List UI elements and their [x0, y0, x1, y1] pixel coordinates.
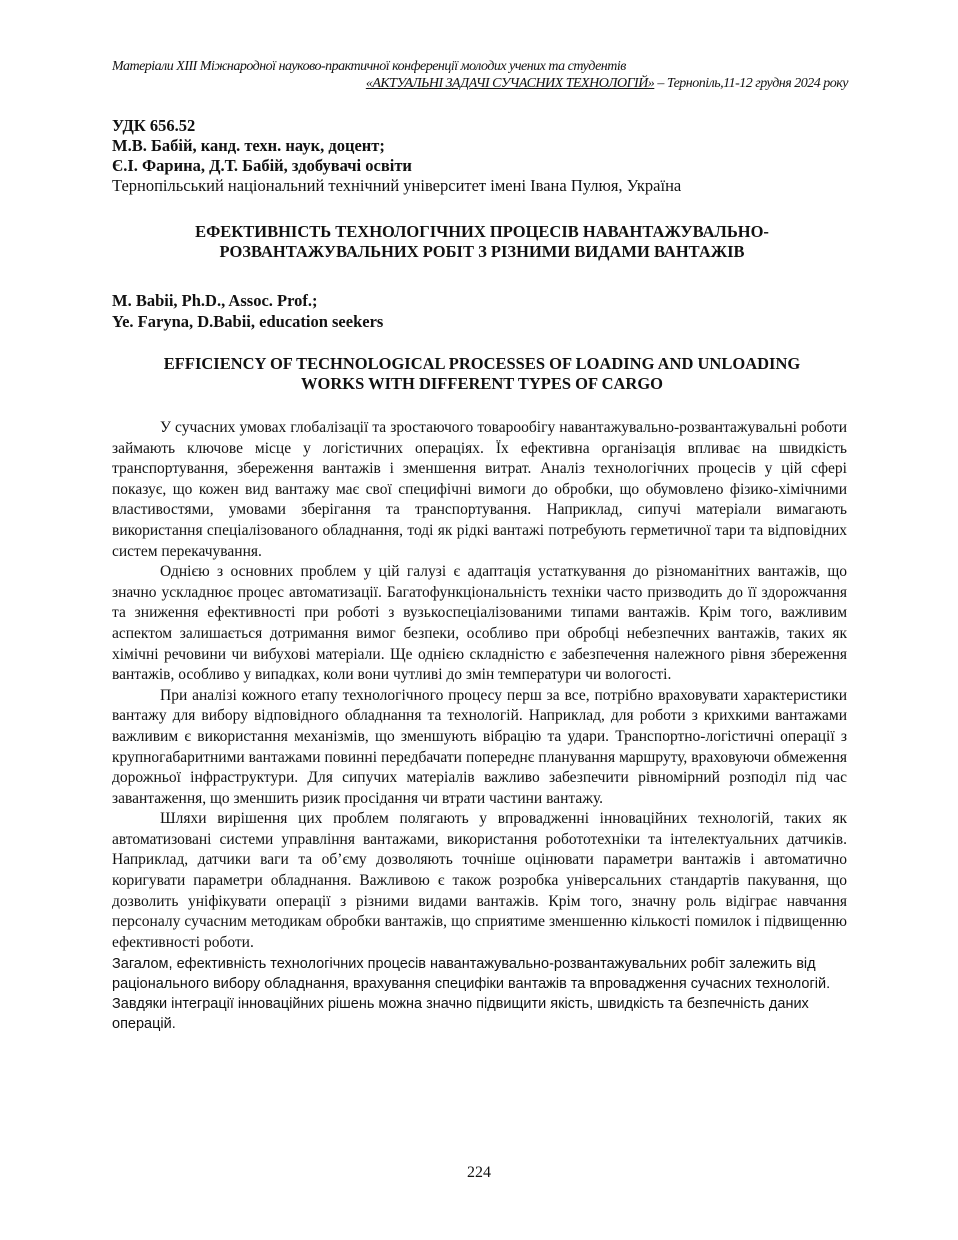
- header-line-1: Матеріали XIII Міжнародної науково-практичної конференції молодих учених та студентів: [112, 59, 626, 74]
- paragraph-3: При аналізі кожного етапу технологічного процесу перш за все, потрібно враховувати характеристики вантажу для вибору відповідного обладнання та технологій. Наприклад, для роботи з крихкими вантажами важливим є використання механізмів, що зменшують вібрацію та удари. Транспортно-логістичні операції з крупногабаритними вантажами повинні передбачати попереднє планування маршруту, враховуючи обмеження дорожньої інфраструктури. Для сипучих матеріалів важливо забезпечити рівномірний розподіл під час завантаження, що зменшить ризик просідання чи втрати частини вантажу.: [112, 686, 847, 807]
- paragraph-conclusion: Загалом, ефективність технологічних процесів навантажувально-розвантажувальних робіт залежить від раціонального вибору обладнання, врахування специфіки вантажів та впровадження сучасних технологій. Завдяки інтеграції інноваційних рішень можна значно підвищити якість, швидкість та безпечність даних операцій.: [112, 956, 831, 1033]
- title-english: [112, 354, 852, 394]
- affiliation: Тернопільський національний технічний університет імені Івана Пулюя, Україна: [112, 176, 682, 195]
- body-text: [112, 418, 847, 1034]
- author-line-1: М.В. Бабій, канд. техн. наук, доцент;: [112, 136, 385, 155]
- conference-name: «АКТУАЛЬНІ ЗАДАЧІ СУЧАСНИХ ТЕХНОЛОГІЙ»: [365, 76, 655, 91]
- author-en-line-1: M. Babii, Ph.D., Assoc. Prof.;: [112, 291, 318, 310]
- title-ua-line-2: РОЗВАНТАЖУВАЛЬНИХ РОБІТ З РІЗНИМИ ВИДАМИ ВАНТАЖІВ: [219, 242, 745, 261]
- title-en-line-2: WORKS WITH DIFFERENT TYPES OF CARGO: [301, 374, 663, 393]
- udk-code: УДК 656.52: [112, 116, 196, 135]
- authors-block-en: [112, 290, 852, 332]
- header-line-2: [112, 75, 848, 92]
- title-en-line-1: EFFICIENCY OF TECHNOLOGICAL PROCESSES OF LOADING AND UNLOADING: [163, 354, 801, 373]
- authors-block-ua: [112, 116, 852, 196]
- author-en-line-2: Ye. Faryna, D.Babii, education seekers: [112, 312, 384, 331]
- paragraph-2: Однією з основних проблем у цій галузі є адаптація устаткування до різноманітних вантажів, що значно ускладнює процес автоматизації. Багатофункціональність техніки часто призводить до її здорожчання та зниження ефективності при роботі з вузькоспеціалізованими типами вантажів. Крім того, важливим аспектом залишається дотримання вимог безпеки, особливо при обробці небезпечних вантажів, таких як хімічні речовини чи вибухові матеріали. Ще однією складністю є забезпечення належного рівня збереження вантажів, особливо у випадках, коли вони чутливі до змін температури чи вологості.: [112, 563, 847, 684]
- paragraph-1: У сучасних умовах глобалізації та зростаючого товарообігу навантажувально-розвантажувальні роботи займають ключове місце у логістичних операціях. Їх ефективна організація впливає на швидкість транспортування, збереження вантажів і зменшення витрат. Аналіз технологічних процесів у цій сфері показує, що кожен вид вантажу має свої специфічні вимоги до обробки, що обумовлено фізико-хімічними властивостями, умовами зберігання та транспортування. Наприклад, сипучі матеріали вимагають використання спеціалізованого обладнання, тоді як рідкі вантажі потребують герметичної тари та відповідних систем перекачування.: [112, 419, 847, 560]
- paragraph-4: Шляхи вирішення цих проблем полягають у впровадженні інноваційних технологій, таких як автоматизовані системи управління вантажами, використання робототехніки та інтелектуальних датчиків. Наприклад, датчики ваги та об’єму дозволяють точніше оцінювати параметри вантажів і автоматично коригувати параметри обладнання. Важливою є також розробка універсальних стандартів пакування, що дозволить уніфікувати операції з різними видами вантажів. Крім того, значну роль відіграє навчання персоналу сучасним методикам обробки вантажів, що сприятиме зменшенню кількості помилок і підвищенню ефективності роботи.: [112, 810, 847, 951]
- conference-place-date: – Тернопіль,11-12 грудня 2024 року: [654, 76, 848, 91]
- running-header: [112, 58, 848, 92]
- page-number: 224: [467, 1164, 491, 1181]
- title-ukrainian: [112, 222, 852, 262]
- title-ua-line-1: ЕФЕКТИВНІСТЬ ТЕХНОЛОГІЧНИХ ПРОЦЕСІВ НАВАНТАЖУВАЛЬНО-: [195, 222, 769, 241]
- author-line-2: Є.І. Фарина, Д.Т. Бабій, здобувачі освіти: [112, 156, 412, 175]
